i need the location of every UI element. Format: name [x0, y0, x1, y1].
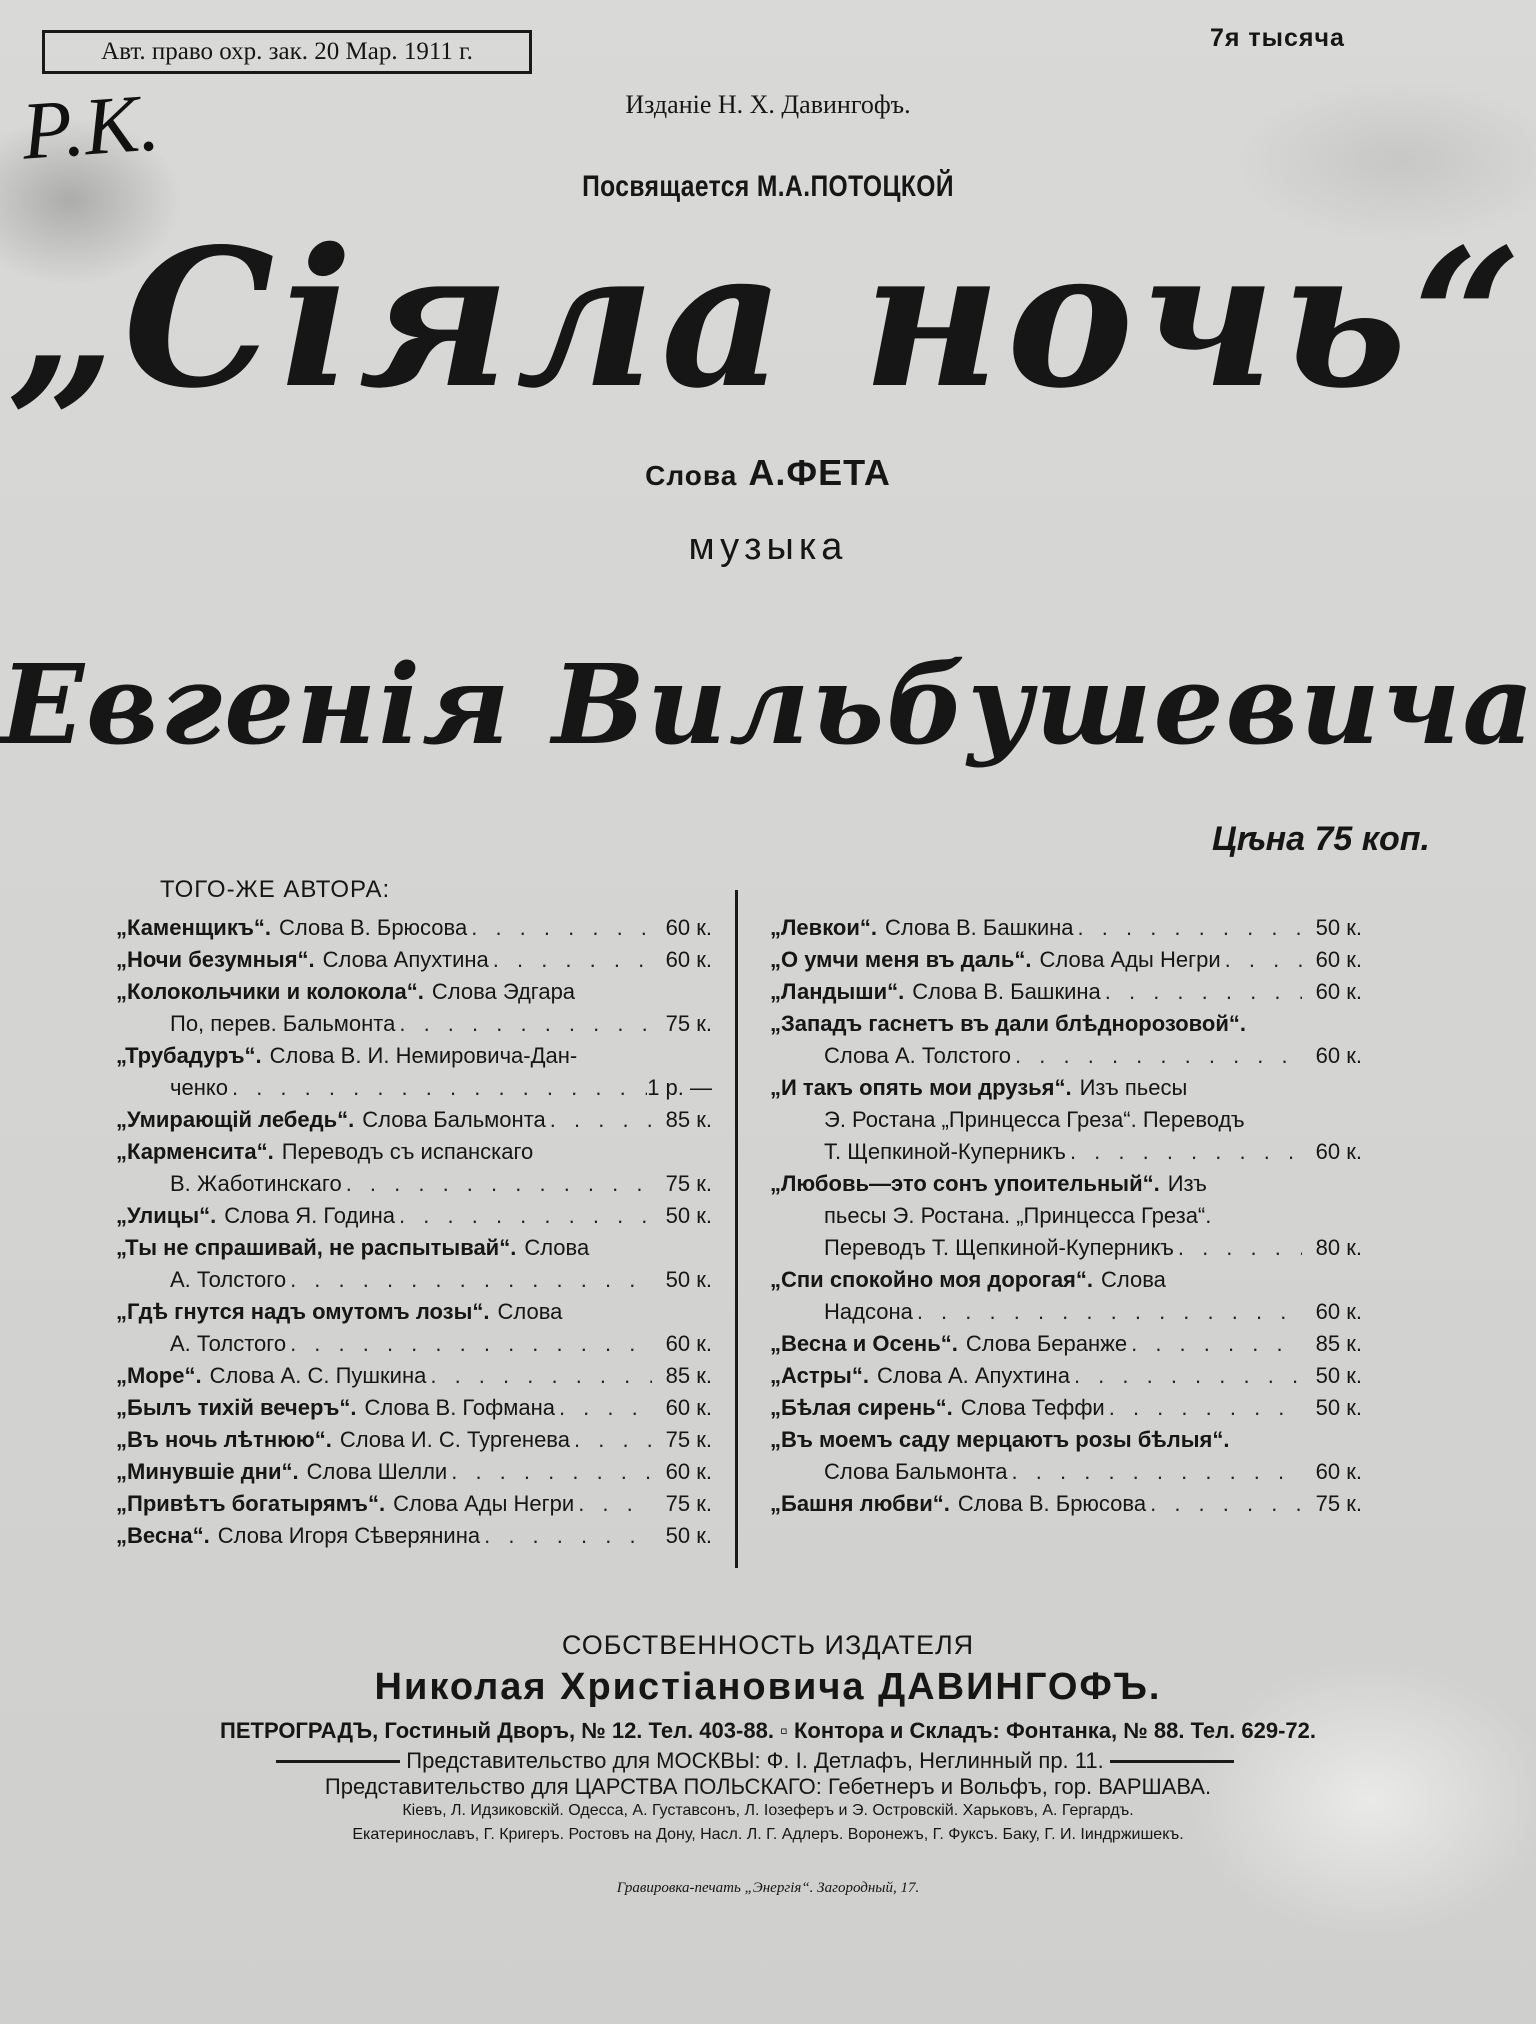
work-entry: [770, 944, 1362, 976]
work-entry: [116, 1200, 712, 1232]
work-credit: Слова Игоря Сѣверянина: [217, 1523, 481, 1548]
work-entry: [116, 1360, 712, 1392]
leader-dots: [1008, 1456, 1302, 1488]
work-price: 60 к.: [1315, 979, 1362, 1004]
work-entry: [770, 1360, 1362, 1392]
work-entry: [770, 1328, 1362, 1360]
work-title: „Башня любви“.: [770, 1491, 950, 1516]
work-entry: [770, 1040, 1362, 1072]
work-title: „Западъ гаснетъ въ дали блѣднорозовой“.: [770, 1011, 1246, 1036]
work-price: 60 к.: [1315, 1459, 1362, 1484]
dedication: Посвящается М.А.ПОТОЦКОЙ: [582, 170, 954, 203]
work-title: „Былъ тихій вечеръ“.: [116, 1395, 357, 1420]
work-entry: [770, 1392, 1362, 1424]
moscow-representative: [270, 1748, 1240, 1774]
work-entry: [116, 1168, 712, 1200]
work-credit: Слова А. Толстого: [824, 1043, 1012, 1068]
work-credit: Слова Апухтина: [322, 947, 489, 972]
leader-dots: [447, 1456, 652, 1488]
work-entry: [770, 1296, 1362, 1328]
work-price: 75 к.: [665, 1491, 712, 1516]
work-title: „Улицы“.: [116, 1203, 217, 1228]
price: Цѣна 75 коп.: [1212, 820, 1430, 858]
work-price: 80 к.: [1315, 1235, 1362, 1260]
song-title: „Сіяла ночь“: [8, 207, 1528, 430]
work-credit: По, перев. Бальмонта: [170, 1011, 396, 1036]
work-credit: Слова В. Башкина: [912, 979, 1101, 1004]
work-entry: [770, 1488, 1362, 1520]
work-credit: Слова Беранже: [965, 1331, 1128, 1356]
work-price: 85 к.: [665, 1107, 712, 1132]
work-entry: [116, 1328, 712, 1360]
work-credit: А. Толстого: [170, 1267, 287, 1292]
leader-dots: [913, 1296, 1302, 1328]
leader-dots: [395, 1008, 652, 1040]
publisher-name: Николая Христіановича ДАВИНГОФЪ.: [374, 1666, 1162, 1708]
work-entry: [770, 1232, 1362, 1264]
leader-dots: [1146, 1488, 1302, 1520]
work-title: „Астры“.: [770, 1363, 869, 1388]
work-title: „Въ ночь лѣтнюю“.: [116, 1427, 332, 1452]
work-credit: Слова В. Брюсова: [957, 1491, 1147, 1516]
leader-dots: [1101, 976, 1302, 1008]
leader-dots: [1105, 1392, 1302, 1424]
work-credit: Слова Эдгара: [431, 979, 576, 1004]
agents-line-1: Кіевъ, Л. Идзиковскій. Одесса, А. Густавсонъ, Л. Іозеферъ и Э. Островскій. Харьковъ, А. Гергардъ.: [402, 1802, 1134, 1819]
leader-dots: [1011, 1040, 1302, 1072]
work-entry: [770, 1168, 1362, 1200]
composer-name: Евгенія Вильбушевича: [0, 640, 1536, 769]
work-entry: [116, 976, 712, 1008]
work-price: 60 к.: [1315, 1299, 1362, 1324]
leader-dots: [342, 1168, 652, 1200]
work-entry: [116, 1424, 712, 1456]
work-price: 75 к.: [665, 1011, 712, 1036]
work-credit: Переводъ Т. Щепкиной-Куперникъ: [824, 1235, 1174, 1260]
copyright-notice: Авт. право охр. зак. 20 Мар. 1911 г.: [42, 30, 532, 74]
work-price: 50 к.: [1315, 1363, 1362, 1388]
work-price: 50 к.: [665, 1523, 712, 1548]
moscow-text: Представительство для МОСКВЫ: Ф. І. Детлафъ, Неглинный пр. 11.: [406, 1748, 1104, 1773]
work-price: 60 к.: [665, 1459, 712, 1484]
work-credit: Т. Щепкиной-Куперникъ: [824, 1139, 1066, 1164]
work-entry: [770, 1424, 1362, 1456]
work-entry: [116, 1040, 712, 1072]
work-entry: [770, 1456, 1362, 1488]
work-price: 50 к.: [1315, 915, 1362, 940]
work-title: „Море“.: [116, 1363, 202, 1388]
leader-dots: [480, 1520, 652, 1552]
handwritten-mark: Р.К.: [18, 76, 163, 177]
leader-dots: [555, 1392, 652, 1424]
work-price: 1 р. —: [647, 1075, 712, 1100]
work-entry: [116, 1392, 712, 1424]
work-credit: Слова И. С. Тургенева: [339, 1427, 570, 1452]
works-list-left: [116, 912, 712, 1552]
work-entry: [770, 1264, 1362, 1296]
work-title: „И такъ опять мои друзья“.: [770, 1075, 1072, 1100]
leader-dots: [570, 1424, 652, 1456]
work-credit: Слова В. Башкина: [885, 915, 1074, 940]
work-entry: [116, 1456, 712, 1488]
work-credit: Слова Бальмонта: [362, 1107, 546, 1132]
lyrics-author: А.ФЕТА: [748, 452, 891, 493]
work-credit: Слова Бальмонта: [824, 1459, 1008, 1484]
leader-dots: [574, 1488, 652, 1520]
leader-dots: [1174, 1232, 1302, 1264]
edition-line: Изданіе Н. Х. Давингофъ.: [625, 90, 911, 119]
work-credit: Слова Я. Година: [224, 1203, 396, 1228]
work-credit: Изъ пьесы: [1079, 1075, 1188, 1100]
music-label: музыка: [688, 526, 848, 568]
work-credit: Слова В. И. Немировича-Дан-: [269, 1043, 578, 1068]
leader-dots: [228, 1072, 647, 1104]
work-price: 60 к.: [665, 1331, 712, 1356]
work-price: 85 к.: [1315, 1331, 1362, 1356]
work-credit: В. Жаботинскаго: [170, 1171, 342, 1196]
work-price: 50 к.: [665, 1203, 712, 1228]
leader-dots: [395, 1200, 652, 1232]
work-entry: [116, 1520, 712, 1552]
work-entry: [116, 912, 712, 944]
engraver-credit: Гравировка-печать „Энергія“. Загородный, 17.: [616, 1880, 920, 1896]
leader-dots: [1070, 1360, 1302, 1392]
leader-dots: [286, 1264, 652, 1296]
work-entry: [116, 1488, 712, 1520]
poland-representative: Представительство для ЦАРСТВА ПОЛЬСКАГО: Гебетнеръ и Вольфъ, гор. ВАРШАВА.: [324, 1774, 1212, 1799]
work-credit: Слова В. Гофмана: [364, 1395, 555, 1420]
work-entry: [116, 1232, 712, 1264]
work-price: 60 к.: [665, 1395, 712, 1420]
work-title: „Колокольчики и колокола“.: [116, 979, 424, 1004]
leader-dots: [426, 1360, 652, 1392]
work-title: „Ночи безумныя“.: [116, 947, 315, 972]
work-credit: А. Толстого: [170, 1331, 287, 1356]
work-entry: [116, 1072, 712, 1104]
work-entry: [116, 1104, 712, 1136]
work-entry: [770, 1200, 1362, 1232]
work-credit: Переводъ съ испанскаго: [281, 1139, 534, 1164]
work-title: „Бѣлая сирень“.: [770, 1395, 953, 1420]
work-price: 50 к.: [1315, 1395, 1362, 1420]
work-credit: Слова В. Брюсова: [278, 915, 468, 940]
work-title: „Весна“.: [116, 1523, 210, 1548]
works-list-right: [770, 912, 1362, 1520]
work-price: 75 к.: [665, 1427, 712, 1452]
work-price: 75 к.: [1315, 1491, 1362, 1516]
leader-dots: [546, 1104, 652, 1136]
work-price: 60 к.: [1315, 947, 1362, 972]
work-credit: Слова Ады Негри: [1039, 947, 1221, 972]
rule-left: [276, 1760, 400, 1763]
work-price: 85 к.: [665, 1363, 712, 1388]
work-entry: [116, 1008, 712, 1040]
column-divider: [735, 890, 738, 1568]
work-entry: [116, 1136, 712, 1168]
work-title: „Ландыши“.: [770, 979, 905, 1004]
work-price: 60 к.: [1315, 1139, 1362, 1164]
work-entry: [116, 1264, 712, 1296]
work-title: „Спи спокойно моя дорогая“.: [770, 1267, 1094, 1292]
work-entry: [770, 1104, 1362, 1136]
work-title: „Умирающій лебедь“.: [116, 1107, 355, 1132]
agents-line-2: Екатеринославъ, Г. Кригеръ. Ростовъ на Дону, Насл. Л. Г. Адлеръ. Воронежъ, Г. Фуксъ. Баку, Г. И. Іиндржишекъ.: [352, 1826, 1184, 1843]
work-entry: [770, 912, 1362, 944]
work-credit: Надсона: [824, 1299, 913, 1324]
work-credit: Слова Шелли: [306, 1459, 448, 1484]
work-credit: Слова: [1101, 1267, 1166, 1292]
work-entry: [770, 976, 1362, 1008]
leader-dots: [1066, 1136, 1302, 1168]
work-price: 60 к.: [1315, 1043, 1362, 1068]
work-entry: [116, 1296, 712, 1328]
leader-dots: [1074, 912, 1302, 944]
work-title: „Въ моемъ саду мерцаютъ розы бѣлыя“.: [770, 1427, 1230, 1452]
work-credit: Слова: [497, 1299, 563, 1324]
work-credit: Слова А. Апухтина: [876, 1363, 1070, 1388]
leader-dots: [286, 1328, 652, 1360]
leader-dots: [489, 944, 652, 976]
work-credit: ченко: [170, 1075, 228, 1100]
work-title: „Левкои“.: [770, 915, 877, 940]
work-price: 60 к.: [665, 915, 712, 940]
work-entry: [770, 1072, 1362, 1104]
work-price: 50 к.: [665, 1267, 712, 1292]
work-entry: [116, 944, 712, 976]
work-title: „Любовь—это сонъ упоительный“.: [770, 1171, 1160, 1196]
work-credit: Слова А. С. Пушкина: [209, 1363, 427, 1388]
work-credit: Слова Теффи: [960, 1395, 1105, 1420]
work-title: „О умчи меня въ даль“.: [770, 947, 1032, 972]
work-entry: [770, 1136, 1362, 1168]
same-author-heading: ТОГО-ЖЕ АВТОРА:: [160, 876, 391, 903]
work-credit: Слова: [524, 1235, 590, 1260]
leader-dots: [1127, 1328, 1302, 1360]
lyrics-prefix: Слова: [645, 460, 738, 491]
work-title: „Привѣтъ богатырямъ“.: [116, 1491, 386, 1516]
work-credit: Э. Ростана „Принцесса Греза“. Переводъ: [824, 1107, 1245, 1132]
work-title: „Ты не спрашивай, не распытывай“.: [116, 1235, 517, 1260]
work-title: „Весна и Осень“.: [770, 1331, 958, 1356]
work-credit: пьесы Э. Ростана. „Принцесса Греза“.: [824, 1203, 1212, 1228]
publisher-address: ПЕТРОГРАДЪ, Гостиный Дворъ, № 12. Тел. 403-88. ▫ Контора и Складъ: Фонтанка, № 88. Тел. 629-72.: [220, 1718, 1316, 1743]
work-credit: Слова Ады Негри: [393, 1491, 575, 1516]
ownership-line: СОБСТВЕННОСТЬ ИЗДАТЕЛЯ: [561, 1630, 975, 1660]
rule-right: [1110, 1760, 1234, 1763]
work-entry: [770, 1008, 1362, 1040]
work-price: 60 к.: [665, 947, 712, 972]
work-title: „Гдѣ гнутся надъ омутомъ лозы“.: [116, 1299, 490, 1324]
work-title: „Карменсита“.: [116, 1139, 274, 1164]
work-credit: Изъ: [1167, 1171, 1207, 1196]
work-title: „Минувшіе дни“.: [116, 1459, 299, 1484]
leader-dots: [1221, 944, 1302, 976]
work-price: 75 к.: [665, 1171, 712, 1196]
lyrics-credit: [0, 452, 1536, 494]
work-title: „Каменщикъ“.: [116, 915, 271, 940]
work-title: „Трубадуръ“.: [116, 1043, 262, 1068]
print-run-label: 7я тысяча: [1210, 24, 1345, 52]
leader-dots: [467, 912, 652, 944]
